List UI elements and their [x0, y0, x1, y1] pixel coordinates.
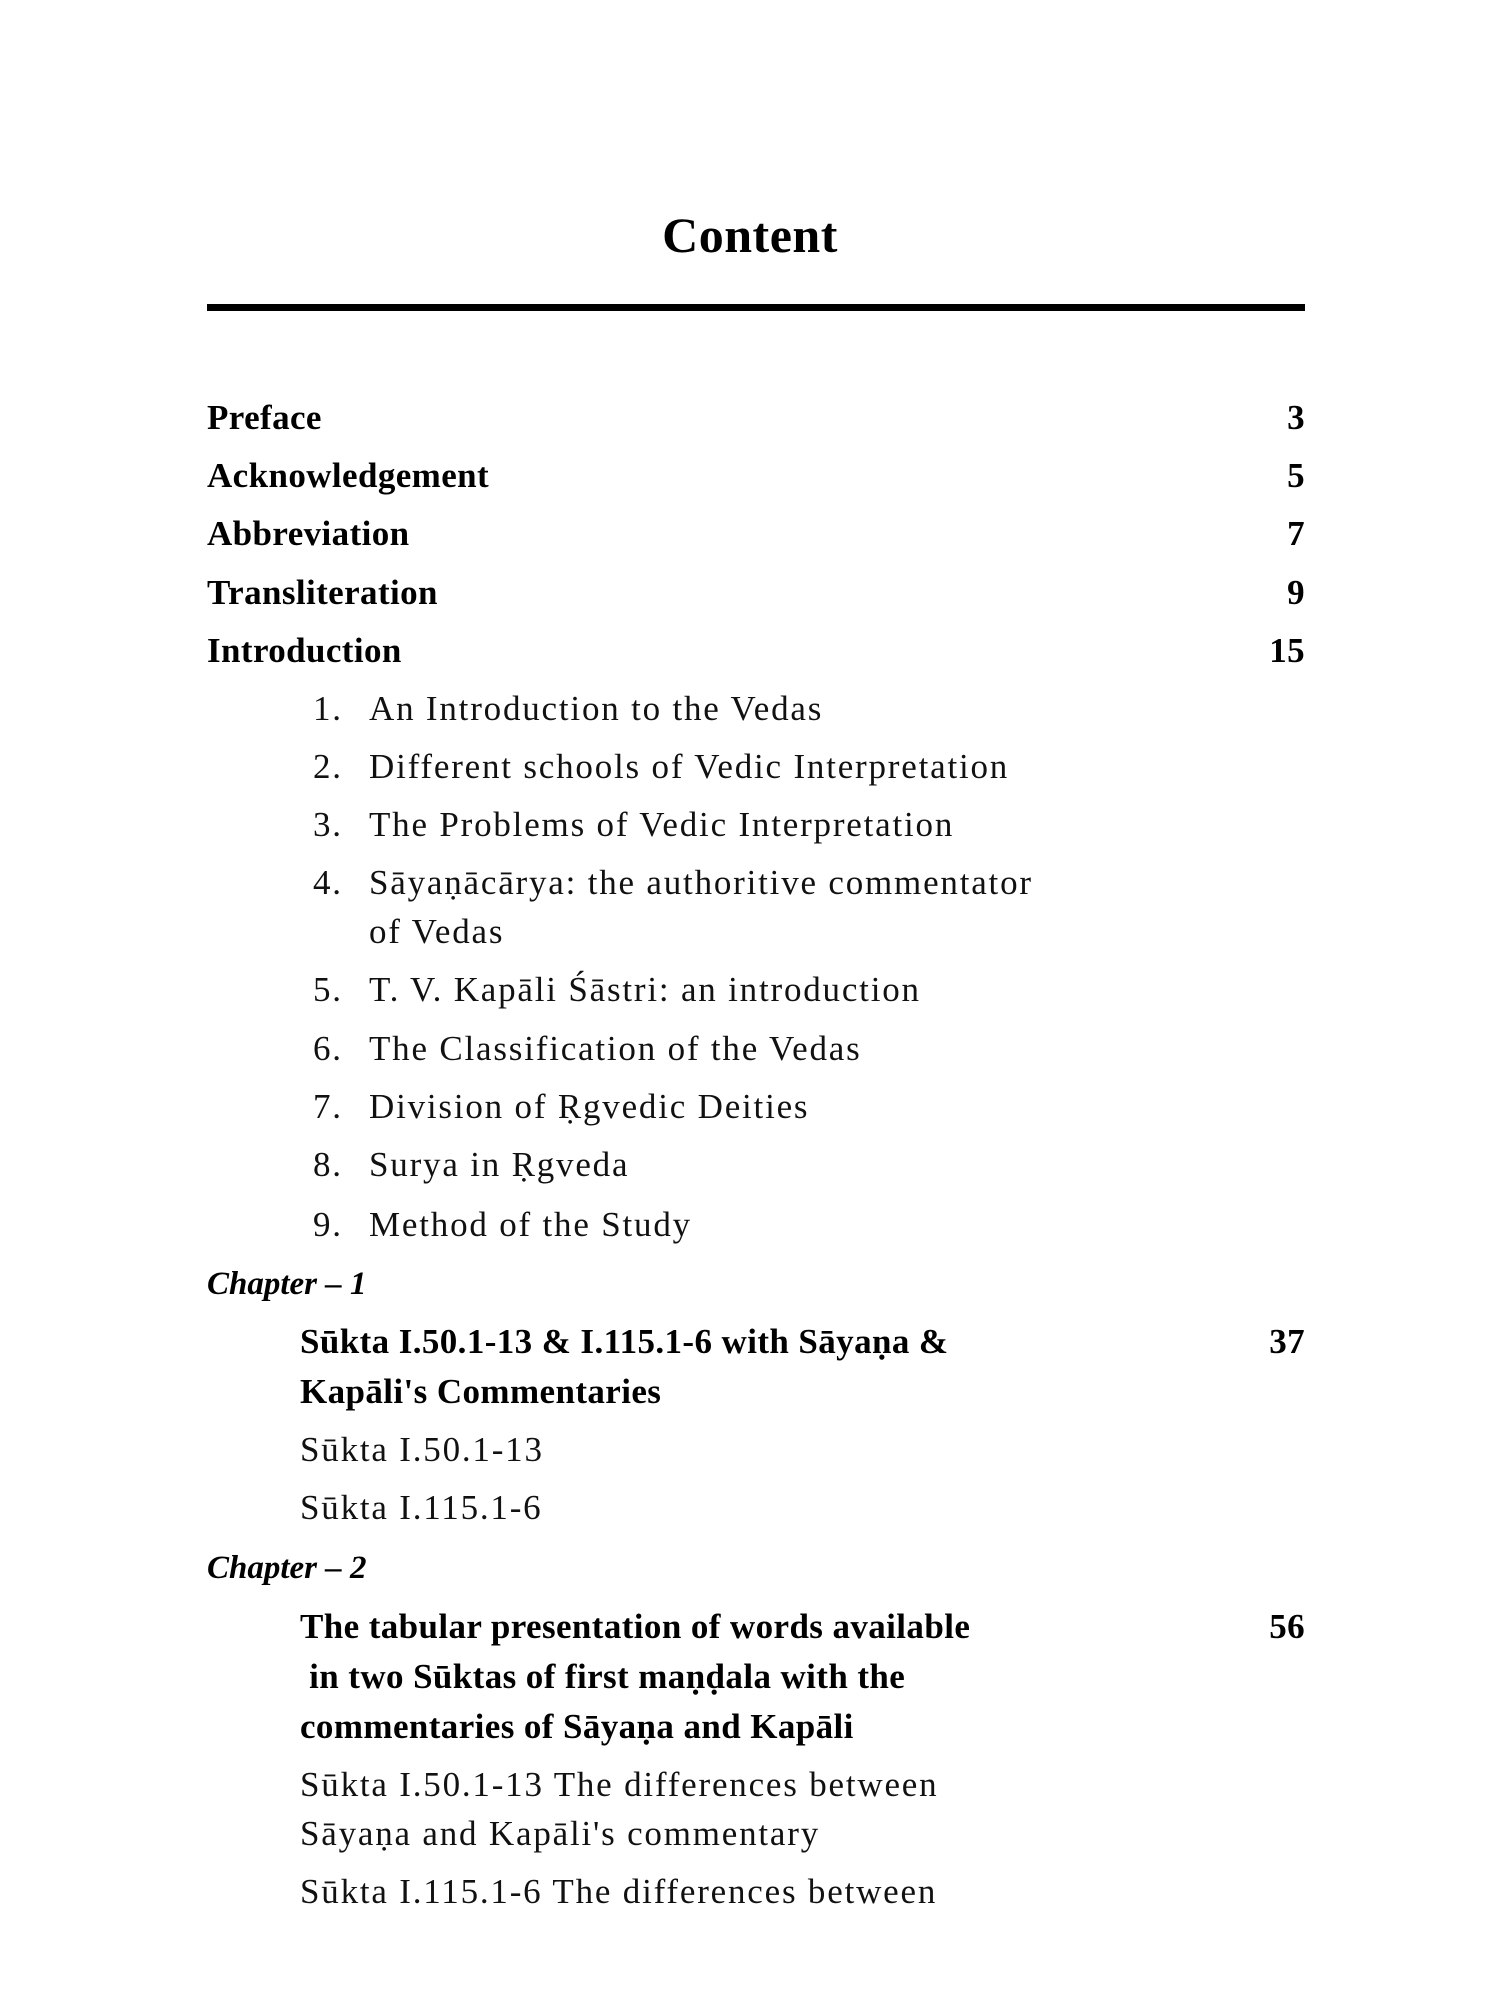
- toc-entry-label: Preface: [207, 398, 322, 437]
- intro-item-text: An Introduction to the Vedas: [369, 689, 824, 728]
- chapter-subitem-text: Sūkta I.115.1-6 The differences between: [300, 1872, 938, 1911]
- intro-item-text: The Problems of Vedic Interpretation: [369, 805, 955, 844]
- chapter-title-line: Kapāli's Commentaries: [300, 1372, 662, 1411]
- intro-item-text: Division of Ṛgvedic Deities: [369, 1087, 810, 1126]
- chapter-title-line: commentaries of Sāyaṇa and Kapāli: [300, 1707, 854, 1746]
- intro-item-number: 3.: [313, 805, 343, 844]
- intro-item-text: The Classification of the Vedas: [369, 1029, 862, 1068]
- toc-entry-page: 3: [1287, 398, 1305, 437]
- chapter-page: 37: [1269, 1322, 1305, 1361]
- chapter-title-line: Sūkta I.50.1-13 & I.115.1-6 with Sāyaṇa &: [300, 1322, 949, 1361]
- intro-item-text: Sāyaṇācārya: the authoritive commentator: [369, 863, 1033, 902]
- intro-item-text: Method of the Study: [369, 1205, 692, 1244]
- intro-item-number: 4.: [313, 863, 343, 902]
- chapter-subitem-text: Sūkta I.50.1-13: [300, 1430, 544, 1469]
- intro-item-text: Different schools of Vedic Interpretation: [369, 747, 1010, 786]
- chapter-heading-text: Chapter – 2: [207, 1550, 367, 1586]
- page-title: Content: [662, 207, 838, 263]
- chapter-subitem-text: Sāyaṇa and Kapāli's commentary: [300, 1814, 821, 1853]
- toc-entry-label: Abbreviation: [207, 514, 410, 553]
- chapter-subitem-text: Sūkta I.115.1-6: [300, 1488, 543, 1527]
- intro-item-number: 7.: [313, 1087, 343, 1126]
- toc-entry-page: 15: [1269, 631, 1305, 670]
- intro-item-number: 8.: [313, 1145, 343, 1184]
- intro-item-number: 6.: [313, 1029, 343, 1068]
- intro-item-text: T. V. Kapāli Śāstri: an introduction: [369, 970, 921, 1009]
- intro-item-text: Surya in Ṛgveda: [369, 1145, 630, 1184]
- chapter-subitem-text: Sūkta I.50.1-13 The differences between: [300, 1765, 939, 1804]
- toc-entry-page: 5: [1287, 456, 1305, 495]
- toc-entry-page: 9: [1287, 573, 1305, 612]
- title-rule: [207, 304, 1305, 311]
- toc-entry-label: Introduction: [207, 631, 402, 670]
- intro-item-number: 2.: [313, 747, 343, 786]
- chapter-page: 56: [1269, 1607, 1305, 1646]
- toc-entry-page: 7: [1287, 514, 1305, 553]
- chapter-title-line: in two Sūktas of first maṇḍala with the: [300, 1657, 906, 1696]
- intro-item-text: of Vedas: [369, 912, 505, 951]
- intro-item-number: 1.: [313, 689, 343, 728]
- intro-item-number: 9.: [313, 1205, 343, 1244]
- intro-item-number: 5.: [313, 970, 343, 1009]
- chapter-title-line: The tabular presentation of words available: [300, 1607, 971, 1646]
- toc-entry-label: Transliteration: [207, 573, 438, 612]
- chapter-heading-text: Chapter – 1: [207, 1266, 367, 1302]
- toc-entry-label: Acknowledgement: [207, 456, 490, 495]
